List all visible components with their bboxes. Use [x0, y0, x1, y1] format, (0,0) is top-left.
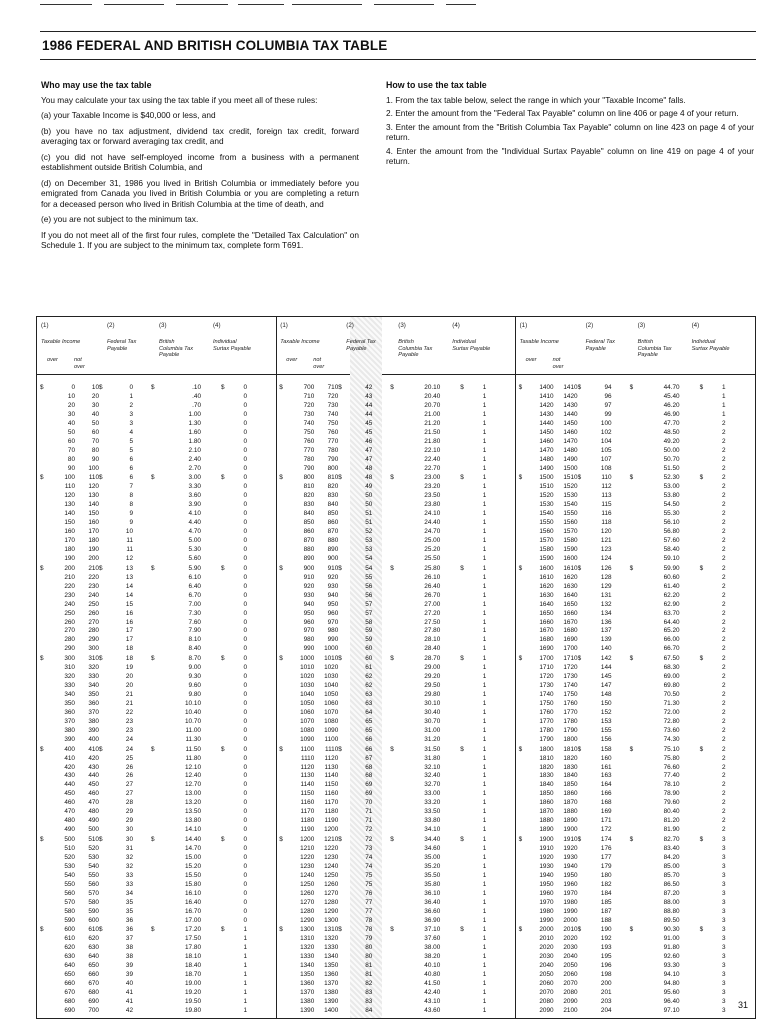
income-over-column: 900 910 920 930 940 950 960 970 980 990 [303, 564, 315, 653]
bc-tax-column: 11.50 11.80 12.10 12.40 12.70 13.00 13.20 13.50 13.80 14.10 [185, 745, 201, 834]
income-over-column: 100 110 120 130 140 150 160 170 180 190 [64, 474, 75, 562]
table-row-group [516, 474, 755, 564]
surtax-column: 3 3 3 3 3 3 3 3 3 3 [722, 926, 726, 1014]
federal-tax-column: 126 128 129 131 132 134 136 137 139 140 [600, 564, 612, 653]
federal-tax-column: 13 13 14 14 15 16 16 17 17 18 [125, 564, 133, 653]
dollar-sign: $ [518, 564, 523, 572]
column-number-text: (2) [585, 322, 594, 329]
table-row-group [37, 565, 276, 655]
dollar-sign: $ [577, 836, 582, 843]
column-number-text: (4) [691, 322, 700, 329]
column-number [41, 323, 49, 330]
bc-tax-column: 31.50 31.80 32.10 32.40 32.70 33.00 33.20 33.50 33.80 34.10 [424, 745, 441, 834]
column-number-text: (4) [213, 322, 221, 329]
bc-tax-column: 25.80 26.10 26.40 26.70 27.00 27.20 27.50 27.80 28.10 28.40 [424, 564, 441, 653]
dollar-sign: $ [390, 836, 394, 843]
income-not-over-column: 1310 1320 1330 1340 1350 1360 1370 1380 1390 1400 [324, 926, 339, 1014]
how-to-use-section [386, 80, 754, 170]
bc-tax-column: 23.00 23.20 23.50 23.80 24.10 24.40 24.70 25.00 25.20 25.50 [424, 474, 441, 562]
surtax-header: Individual Surtax Payable [452, 339, 491, 352]
dollar-sign: $ [390, 926, 394, 934]
table-row-group [37, 655, 276, 745]
income-not-over-column: 2010 2020 2030 2040 2050 2060 2070 2080 2090 2100 [563, 926, 578, 1014]
dollar-sign: $ [40, 655, 44, 663]
dollar-sign: $ [518, 836, 523, 843]
dollar-sign: $ [151, 836, 155, 843]
federal-tax-column: 48 49 50 50 51 51 52 53 53 54 [365, 474, 373, 562]
who-para-3: (c) you did not have self-employed income from a business with a permanent establishment outside British Columbia, and [41, 151, 359, 172]
dollar-sign: $ [221, 655, 225, 663]
income-not-over-column: 510 520 530 540 550 560 570 580 590 600 [88, 836, 99, 924]
column-number [107, 323, 115, 330]
income-over-column: 0 10 20 30 40 50 60 70 80 90 [67, 384, 75, 472]
column-number [638, 323, 646, 330]
surtax-column: 1 1 1 1 1 1 1 1 1 1 [482, 655, 487, 743]
dollar-sign: $ [338, 926, 342, 934]
dollar-sign: $ [629, 745, 634, 753]
dollar-sign: $ [151, 564, 155, 572]
dollar-sign: $ [279, 384, 283, 391]
surtax-column: 2 2 2 2 2 2 2 2 2 2 [722, 474, 726, 562]
surtax-column: 1 1 1 1 1 1 1 1 1 1 [482, 745, 487, 834]
surtax-column: 0 0 0 0 0 0 0 0 0 0 [243, 384, 247, 472]
bc-tax-column: 52.30 53.00 53.80 54.50 55.30 56.10 56.80 57.60 58.40 59.10 [663, 474, 680, 562]
who-heading: Who may use the tax table [41, 80, 152, 90]
federal-tax-column: 190 192 193 195 196 198 200 201 203 204 [600, 926, 612, 1014]
over-header: over [525, 357, 537, 363]
column-number-text: (3) [159, 322, 167, 329]
dollar-sign: $ [577, 926, 582, 934]
dollar-sign: $ [699, 926, 704, 934]
surtax-column: 1 1 1 1 1 1 1 1 1 1 [482, 564, 487, 653]
dollar-sign: $ [99, 926, 103, 934]
federal-tax-column: 174 176 177 179 180 182 184 185 187 188 [600, 836, 612, 924]
federal-tax-column: 94 96 97 99 100 102 104 105 107 108 [600, 384, 612, 472]
how-para-2: 3. Enter the amount from the "British Columbia Tax Payable" column on line 423 on page 4 of your return. [386, 121, 754, 142]
dollar-sign: $ [518, 745, 523, 753]
bc-tax-column: 34.40 34.60 35.00 35.20 35.50 35.80 36.10 36.40 36.60 36.90 [424, 836, 441, 924]
income-over-column: 1800 1810 1820 1830 1840 1850 1860 1870 1880 1890 [539, 745, 554, 834]
who-para-2: (b) you have no tax adjustment, dividend tax credit, foreign tax credit, forward averaging tax or forward averaging tax credit, and [41, 125, 359, 146]
dollar-sign: $ [279, 564, 283, 572]
dollar-sign: $ [221, 745, 225, 753]
income-not-over-column: 1210 1220 1230 1240 1250 1260 1270 1280 1290 1300 [324, 836, 339, 924]
dollar-sign: $ [629, 474, 634, 482]
column-number-text: (3) [637, 322, 646, 329]
income-over-column: 400 410 420 430 440 450 460 470 480 490 [64, 745, 75, 834]
who-para-4: (d) on December 31, 1986 you lived in British Columbia or immediately before you emigrated from Canada you lived in British Columbia or you are completing a return for a deceased person who lived in British Columbia at the time of death, and [41, 177, 359, 209]
table-row-group [516, 746, 755, 836]
dollar-sign: $ [460, 926, 464, 934]
surtax-header: Individual Surtax Payable [691, 339, 730, 352]
table-row-group [516, 565, 755, 655]
bc-tax-column: 8.70 9.00 9.30 9.60 9.80 10.10 10.40 10.70 11.00 11.30 [185, 655, 201, 743]
income-not-over-column: 1810 1820 1830 1840 1850 1860 1870 1880 1890 1900 [563, 745, 578, 834]
dollar-sign: $ [99, 564, 103, 572]
table-row-group [516, 384, 755, 474]
column-number [398, 323, 406, 330]
income-over-column: 500 510 520 530 540 550 560 570 580 590 [64, 836, 75, 924]
how-para-3: 4. Enter the amount from the "Individual Surtax Payable" column on line 419 on page 4 of your return. [386, 145, 754, 166]
dollar-sign: $ [40, 745, 44, 753]
over-header: over [47, 357, 58, 363]
dollar-sign: $ [40, 564, 44, 572]
column-number [346, 323, 354, 330]
table-row-group [516, 655, 755, 745]
table-row-group [276, 746, 515, 836]
bc-tax-column: 3.00 3.30 3.60 3.90 4.10 4.40 4.70 5.00 5.30 5.60 [188, 474, 201, 562]
dollar-sign: $ [338, 384, 342, 391]
title-rule-top [40, 31, 756, 32]
not-over-header: not over [313, 357, 325, 370]
income-not-over-column: 10 20 30 40 50 60 70 80 90 100 [88, 384, 99, 472]
dollar-sign: $ [390, 655, 394, 663]
dollar-sign: $ [151, 926, 155, 934]
income-not-over-column: 1110 1120 1130 1140 1150 1160 1170 1180 1190 1200 [324, 745, 339, 834]
dollar-sign: $ [279, 745, 283, 753]
dollar-sign: $ [390, 745, 394, 753]
taxable-income-header: Taxable Income [519, 339, 559, 345]
dollar-sign: $ [338, 564, 342, 572]
income-over-column: 1900 1910 1920 1930 1940 1950 1960 1970 1980 1990 [539, 836, 554, 924]
table-row-group [276, 836, 515, 926]
dollar-sign: $ [699, 564, 704, 572]
income-not-over-column: 1010 1020 1030 1040 1050 1060 1070 1080 1090 1100 [324, 655, 339, 743]
surtax-column: 1 1 1 1 1 1 1 1 1 1 [482, 474, 487, 562]
table-row-group [37, 746, 276, 836]
income-not-over-column: 710 720 730 740 750 760 770 780 790 800 [327, 384, 339, 472]
column-number [520, 323, 528, 330]
bc-tax-column: 75.10 75.80 76.60 77.40 78.10 78.90 79.60 80.40 81.20 81.90 [663, 745, 680, 834]
income-over-column: 1200 1210 1220 1230 1240 1250 1260 1270 1280 1290 [300, 836, 315, 924]
how-para-1: 2. Enter the amount from the "Federal Tax Payable" column on line 406 or page 4 of your return. [386, 108, 739, 118]
column-number [452, 323, 460, 330]
who-para-5: (e) you are not subject to the minimum tax. [41, 214, 199, 224]
federal-tax-column: 36 37 38 38 39 39 40 41 41 42 [125, 926, 133, 1014]
dollar-sign: $ [577, 564, 582, 572]
dollar-sign: $ [518, 926, 523, 934]
surtax-column: 0 0 0 0 0 0 0 0 0 0 [243, 474, 247, 562]
income-over-column: 200 210 220 230 240 250 260 270 280 290 [64, 564, 75, 653]
table-row-group [276, 926, 515, 1016]
surtax-column: 1 1 1 1 1 1 1 1 1 1 [243, 926, 247, 1014]
income-over-column: 1100 1110 1120 1130 1140 1150 1160 1170 1180 1190 [300, 745, 315, 834]
who-may-use-section [41, 80, 359, 256]
dollar-sign: $ [99, 655, 103, 663]
dollar-sign: $ [279, 836, 283, 843]
dollar-sign: $ [221, 384, 225, 391]
dollar-sign: $ [99, 745, 103, 753]
column-number-text: (1) [280, 322, 288, 329]
income-not-over-column: 810 820 830 840 850 860 870 880 890 900 [327, 474, 339, 562]
dollar-sign: $ [338, 655, 342, 663]
column-number-text: (1) [41, 322, 49, 329]
taxable-income-header: Taxable Income [41, 339, 81, 345]
bc-tax-column: 37.10 37.60 38.00 38.20 40.10 40.80 41.50 42.40 43.10 43.60 [424, 926, 441, 1014]
income-over-column: 300 310 320 330 340 350 360 370 380 390 [64, 655, 75, 743]
income-over-column: 1400 1410 1420 1430 1440 1450 1460 1470 1480 1490 [539, 384, 554, 472]
page-title: 1986 FEDERAL AND BRITISH COLUMBIA TAX TABLE [42, 38, 388, 53]
how-heading: How to use the tax table [386, 80, 487, 90]
dollar-sign: $ [279, 926, 283, 934]
surtax-column: 1 1 1 1 1 1 1 1 1 1 [482, 926, 487, 1014]
dollar-sign: $ [518, 655, 523, 663]
dollar-sign: $ [99, 836, 103, 843]
dollar-sign: $ [151, 655, 155, 663]
dollar-sign: $ [629, 564, 634, 572]
income-not-over-column: 1410 1420 1430 1440 1450 1460 1470 1480 1490 1500 [563, 384, 578, 472]
dollar-sign: $ [518, 384, 523, 391]
column-number [213, 323, 221, 330]
income-over-column: 1500 1510 1520 1530 1540 1550 1560 1570 1580 1590 [539, 474, 554, 562]
bc-tax-column: 17.20 17.50 17.80 18.10 18.40 18.70 19.00 19.20 19.50 19.80 [185, 926, 201, 1014]
income-not-over-column: 310 320 330 340 350 360 370 380 390 400 [88, 655, 99, 743]
table-row-group [37, 836, 276, 926]
federal-tax-column: 142 144 145 147 148 150 152 153 155 156 [600, 655, 612, 743]
dollar-sign: $ [699, 384, 704, 391]
dollar-sign: $ [577, 655, 582, 663]
dollar-sign: $ [338, 745, 342, 753]
federal-tax-header: Federal Tax Payable [346, 339, 376, 352]
table-row-group [516, 836, 755, 926]
federal-tax-column: 78 79 80 80 81 81 82 83 83 84 [365, 926, 373, 1014]
dollar-sign: $ [338, 836, 342, 843]
dollar-sign: $ [390, 474, 394, 482]
dollar-sign: $ [460, 745, 464, 753]
income-over-column: 1000 1010 1020 1030 1040 1050 1060 1070 1080 1090 [300, 655, 315, 743]
table-section [37, 317, 276, 1018]
dollar-sign: $ [699, 836, 704, 843]
who-para-0: You may calculate your tax using the tax table if you meet all of these rules: [41, 94, 318, 105]
table-row-group [276, 565, 515, 655]
dollar-sign: $ [99, 474, 103, 482]
dollar-sign: $ [40, 384, 44, 391]
dollar-sign: $ [629, 384, 634, 391]
how-para-0: 1. From the tax table below, select the range in which your "Taxable Income" falls. [386, 94, 686, 105]
bc-tax-column: 28.70 29.00 29.20 29.50 29.80 30.10 30.40 30.70 31.00 31.20 [424, 655, 441, 743]
dollar-sign: $ [629, 655, 634, 663]
column-number-text: (3) [398, 322, 406, 329]
surtax-header: Individual Surtax Payable [213, 339, 251, 352]
table-row-group [37, 926, 276, 1016]
page-number: 31 [738, 1000, 749, 1010]
income-over-column: 2000 2010 2020 2030 2040 2050 2060 2070 2080 2090 [539, 926, 554, 1014]
surtax-column: 2 2 2 2 2 2 2 2 2 2 [722, 745, 726, 834]
income-not-over-column: 1910 1920 1930 1940 1950 1960 1970 1980 1990 2000 [563, 836, 578, 924]
bc-tax-column: 44.70 45.40 46.20 46.90 47.70 48.50 49.20 50.00 50.70 51.50 [663, 384, 680, 472]
bc-tax-header: British Columbia Tax Payable [398, 339, 433, 359]
table-row-group [276, 655, 515, 745]
surtax-column: 2 2 2 2 2 2 2 2 2 2 [722, 655, 726, 743]
dollar-sign: $ [151, 474, 155, 482]
federal-tax-column: 24 25 26 26 27 27 28 29 29 30 [125, 745, 133, 834]
dollar-sign: $ [699, 655, 704, 663]
dollar-sign: $ [460, 564, 464, 572]
federal-tax-column: 66 67 68 68 69 69 70 71 71 72 [365, 745, 373, 834]
over-header: over [286, 357, 298, 363]
bc-tax-header: British Columbia Tax Payable [159, 339, 193, 359]
table-section [516, 317, 755, 1018]
top-rule-marks [0, 4, 770, 10]
income-not-over-column: 610 620 630 640 650 660 670 680 690 700 [88, 926, 99, 1014]
income-over-column: 1700 1710 1720 1730 1740 1750 1760 1770 1780 1790 [539, 655, 554, 743]
income-over-column: 1600 1610 1620 1630 1640 1650 1660 1670 1680 1690 [539, 564, 554, 653]
dollar-sign: $ [279, 474, 283, 482]
dollar-sign: $ [390, 384, 394, 391]
dollar-sign: $ [460, 474, 464, 482]
table-section [276, 317, 515, 1018]
bc-tax-column: 5.90 6.10 6.40 6.70 7.00 7.30 7.60 7.90 8.10 8.40 [188, 564, 201, 653]
dollar-sign: $ [279, 655, 283, 663]
who-para-6: If you do not meet all of the first four rules, complete the "Detailed Tax Calculation" on Schedule 1. If you are subject to the minimum tax, complete form T691. [41, 229, 359, 250]
table-row-group [37, 474, 276, 564]
dollar-sign: $ [151, 384, 155, 391]
column-number [280, 323, 288, 330]
not-over-header: not over [74, 357, 85, 370]
dollar-sign: $ [699, 474, 704, 482]
dollar-sign: $ [629, 926, 634, 934]
income-not-over-column: 410 420 430 440 450 460 470 480 490 500 [88, 745, 99, 834]
surtax-column: 2 2 2 2 2 2 2 2 2 2 [722, 564, 726, 653]
federal-tax-header: Federal Tax Payable [585, 339, 615, 352]
income-over-column: 700 710 720 730 740 750 760 770 780 790 [303, 384, 315, 472]
column-number [159, 323, 167, 330]
federal-tax-column: 72 73 74 74 75 75 76 77 77 78 [365, 836, 373, 924]
dollar-sign: $ [221, 926, 225, 934]
dollar-sign: $ [629, 836, 634, 843]
income-not-over-column: 1710 1720 1730 1740 1750 1760 1770 1780 1790 1800 [563, 655, 578, 743]
table-row-group [276, 384, 515, 474]
federal-tax-column: 30 31 32 32 33 33 34 35 35 36 [125, 836, 133, 924]
dollar-sign: $ [460, 836, 464, 843]
surtax-column: 1 1 1 1 2 2 2 2 2 2 [722, 384, 726, 472]
column-number-text: (4) [452, 322, 460, 329]
surtax-column: 0 0 0 0 0 0 0 0 0 0 [243, 655, 247, 743]
bc-tax-column: .10 .40 .70 1.00 1.30 1.60 1.80 2.10 2.40 2.70 [188, 384, 201, 472]
surtax-column: 3 3 3 3 3 3 3 3 3 3 [722, 836, 726, 924]
federal-tax-column: 6 7 8 8 9 9 10 11 11 12 [125, 474, 133, 562]
federal-tax-column: 60 61 62 62 63 63 64 65 65 66 [365, 655, 373, 743]
federal-tax-column: 54 55 56 56 57 57 58 59 59 60 [365, 564, 373, 653]
column-number [692, 323, 700, 330]
dollar-sign: $ [338, 474, 342, 482]
dollar-sign: $ [699, 745, 704, 753]
income-not-over-column: 910 920 930 940 950 960 970 980 990 1000 [324, 564, 339, 653]
dollar-sign: $ [40, 926, 44, 934]
federal-tax-column: 0 1 2 3 3 4 5 5 6 6 [129, 384, 133, 472]
federal-tax-column: 18 19 20 20 21 21 22 23 23 24 [125, 655, 133, 743]
income-over-column: 600 610 620 630 640 650 660 670 680 690 [64, 926, 75, 1014]
dollar-sign: $ [221, 474, 225, 482]
surtax-column: 1 1 1 1 1 1 1 1 1 1 [482, 384, 487, 472]
federal-tax-header: Federal Tax Payable [107, 339, 137, 352]
dollar-sign: $ [577, 384, 582, 391]
dollar-sign: $ [40, 474, 44, 482]
federal-tax-column: 42 43 44 44 45 45 46 47 47 48 [365, 384, 373, 472]
bc-tax-column: 90.30 91.00 91.80 92.60 93.30 94.10 94.80 95.60 96.40 97.10 [663, 926, 680, 1014]
dollar-sign: $ [221, 836, 225, 843]
bc-tax-column: 14.40 14.70 15.00 15.20 15.50 15.80 16.10 16.40 16.70 17.00 [185, 836, 201, 924]
column-number [586, 323, 594, 330]
bc-tax-column: 82.70 83.40 84.20 85.00 85.70 86.50 87.20 88.00 88.80 89.50 [663, 836, 680, 924]
bc-tax-column: 59.90 60.60 61.40 62.20 62.90 63.70 64.40 65.20 66.00 66.70 [663, 564, 680, 653]
income-not-over-column: 1510 1520 1530 1540 1550 1560 1570 1580 1590 1600 [563, 474, 578, 562]
bc-tax-column: 20.10 20.40 20.70 21.00 21.20 21.50 21.80 22.10 22.40 22.70 [424, 384, 441, 472]
dollar-sign: $ [577, 745, 582, 753]
income-not-over-column: 110 120 130 140 150 160 170 180 190 200 [88, 474, 99, 562]
dollar-sign: $ [390, 564, 394, 572]
surtax-column: 0 0 0 0 0 0 0 0 0 0 [243, 745, 247, 834]
surtax-column: 1 1 1 1 1 1 1 1 1 1 [482, 836, 487, 924]
dollar-sign: $ [99, 384, 103, 391]
column-number-text: (2) [346, 322, 354, 329]
dollar-sign: $ [151, 745, 155, 753]
table-row-group [37, 384, 276, 474]
bc-tax-header: British Columbia Tax Payable [637, 339, 672, 359]
income-not-over-column: 1610 1620 1630 1640 1650 1660 1670 1680 1690 1700 [563, 564, 578, 653]
taxable-income-header: Taxable Income [280, 339, 320, 345]
surtax-column: 0 0 0 0 0 0 0 0 0 0 [243, 564, 247, 653]
table-row-group [516, 926, 755, 1016]
dollar-sign: $ [460, 384, 464, 391]
bc-tax-column: 67.50 68.30 69.00 69.80 70.50 71.30 72.00 72.80 73.60 74.30 [663, 655, 680, 743]
federal-tax-column: 158 160 161 163 164 166 168 169 171 172 [600, 745, 612, 834]
dollar-sign: $ [577, 474, 582, 482]
who-para-1: (a) your Taxable Income is $40,000 or less, and [41, 110, 216, 120]
surtax-column: 0 0 0 0 0 0 0 0 0 0 [243, 836, 247, 924]
dollar-sign: $ [518, 474, 523, 482]
column-number-text: (2) [107, 322, 115, 329]
dollar-sign: $ [221, 564, 225, 572]
title-rule-bottom [40, 59, 756, 60]
income-over-column: 800 810 820 830 840 850 860 870 880 890 [303, 474, 315, 562]
not-over-header: not over [552, 357, 564, 370]
income-not-over-column: 210 220 230 240 250 260 270 280 290 300 [88, 564, 99, 653]
column-number-text: (1) [519, 322, 528, 329]
table-row-group [276, 474, 515, 564]
dollar-sign: $ [460, 655, 464, 663]
dollar-sign: $ [40, 836, 44, 843]
income-over-column: 1300 1310 1320 1330 1340 1350 1360 1370 1380 1390 [300, 926, 315, 1014]
tax-table [36, 316, 756, 1019]
federal-tax-column: 110 112 113 115 116 118 120 121 123 124 [600, 474, 612, 562]
